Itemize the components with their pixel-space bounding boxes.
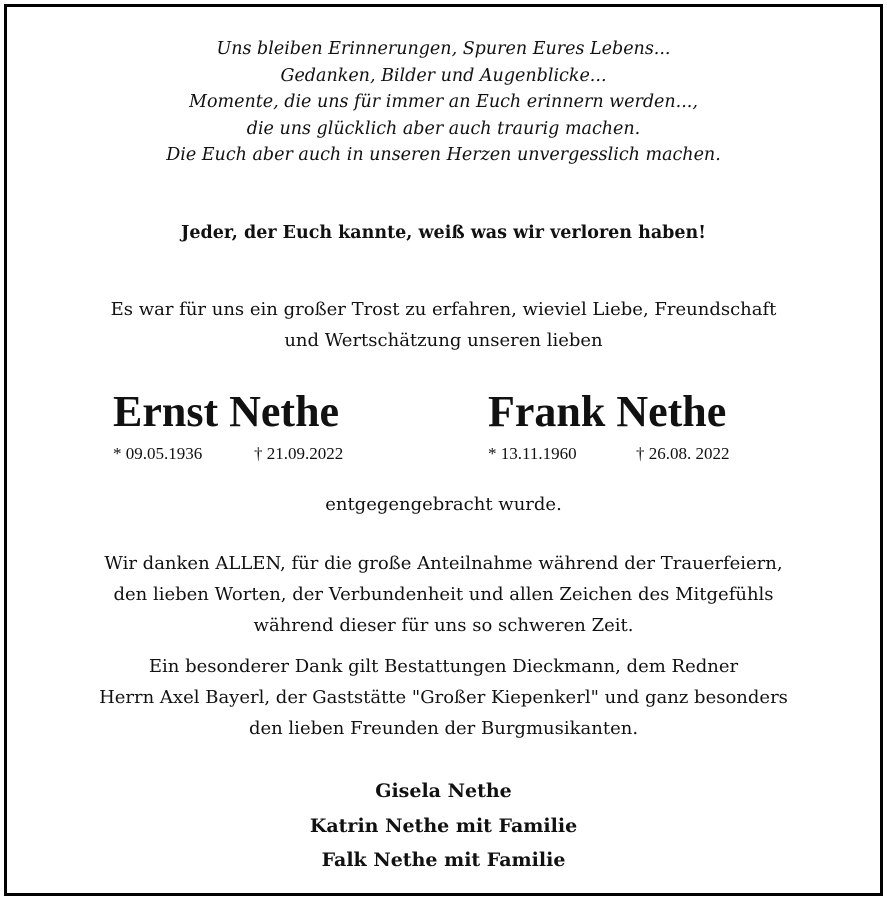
death-date-2: † 26.08. 2022 [636,444,730,463]
thanks-paragraph [0,548,887,641]
special-thanks-paragraph [0,651,887,744]
intro-paragraph [0,294,887,356]
received-line: entgegengebracht wurde. [325,494,562,515]
deceased-name-1: Ernst Nethe [113,387,340,436]
birth-date-1: * 09.05.1936 [113,444,203,463]
thanks-line: Wir danken ALLEN, für die große Anteilnahme während der Trauerfeiern, [104,553,783,574]
special-thanks-line: Herrn Axel Bayerl, der Gaststätte "Großer Kiepenkerl" und ganz besonders [99,687,788,708]
poem-line: die uns glücklich aber auch traurig machen. [246,118,641,139]
signer-name: Falk Nethe mit Familie [321,849,566,871]
birth-date-2: * 13.11.1960 [488,444,577,463]
poem-line: Gedanken, Bilder und Augenblicke... [280,65,607,86]
poem [0,36,887,169]
poem-line: Momente, die uns für immer an Euch erinnern werden..., [189,92,698,112]
signer-name: Gisela Nethe [375,780,512,802]
motto: Jeder, der Euch kannte, weiß was wir verloren haben! [181,223,706,243]
thanks-line: den lieben Worten, der Verbundenheit und allen Zeichen des Mitgefühls [113,584,774,605]
deceased-name-2: Frank Nethe [488,387,727,436]
signer-name: Katrin Nethe mit Familie [309,814,578,837]
special-thanks-line: Ein besonderer Dank gilt Bestattungen Dieckmann, dem Redner [148,656,739,677]
poem-line: Uns bleiben Erinnerungen, Spuren Eures Lebens... [216,39,671,59]
death-date-1: † 21.09.2022 [254,444,344,463]
signers [0,774,887,878]
thanks-line: während dieser für uns so schweren Zeit. [253,615,634,636]
intro-line: Es war für uns ein großer Trost zu erfahren, wieviel Liebe, Freundschaft [110,299,777,320]
poem-line: Die Euch aber auch in unseren Herzen unvergesslich machen. [166,145,721,165]
intro-line: und Wertschätzung unseren lieben [284,330,603,351]
special-thanks-line: den lieben Freunden der Burgmusikanten. [248,718,639,739]
